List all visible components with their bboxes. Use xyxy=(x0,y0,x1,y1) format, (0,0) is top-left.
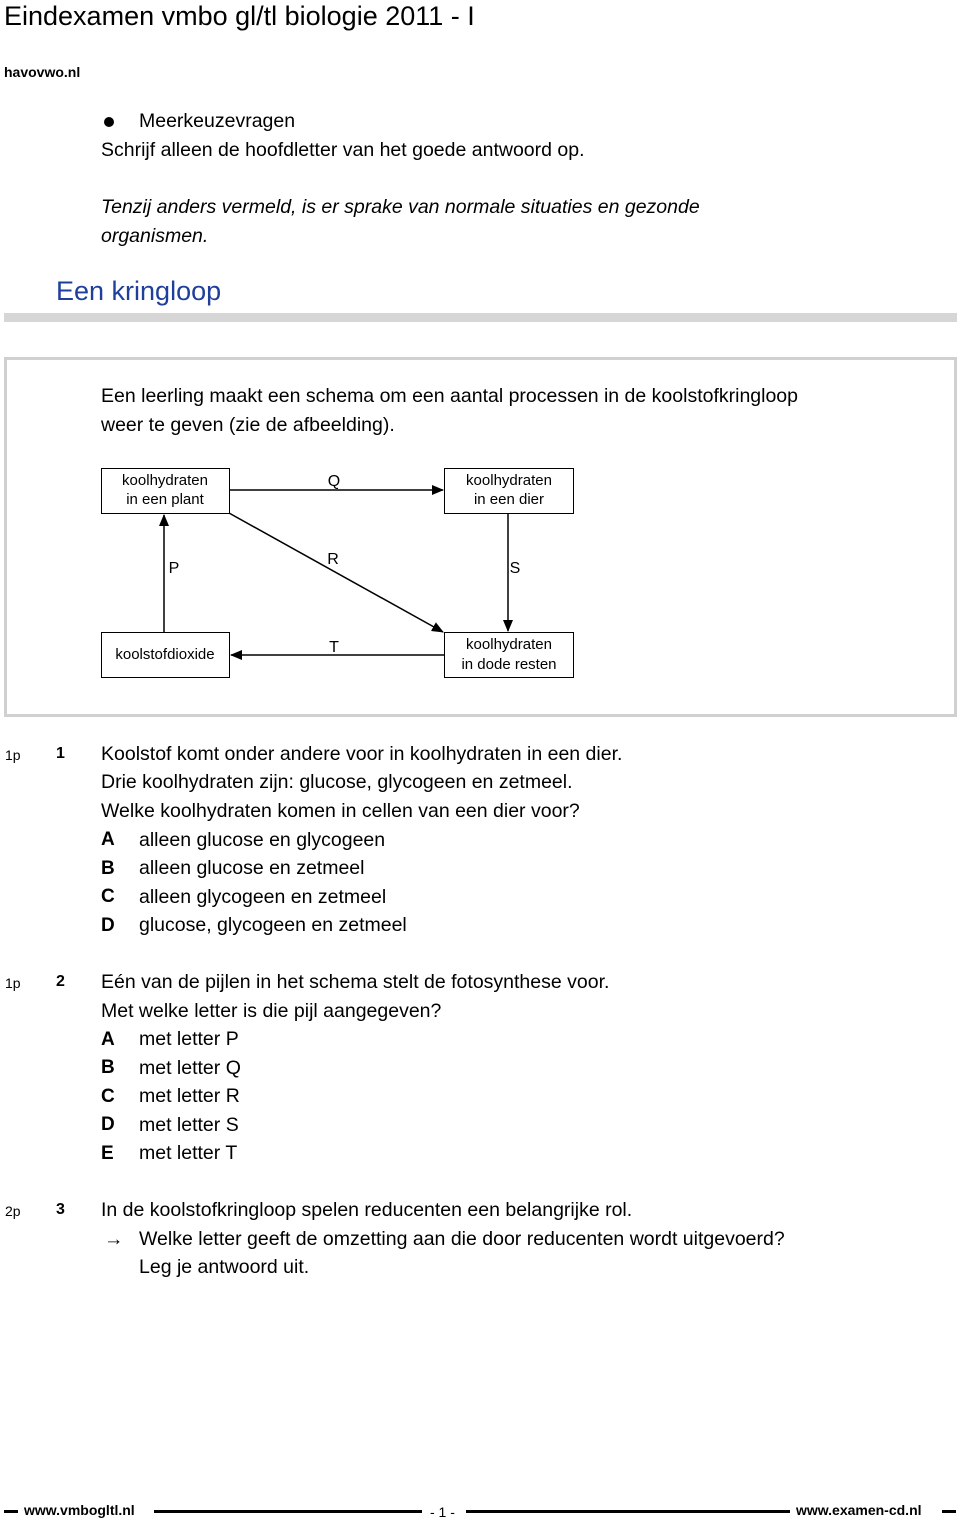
context-line-2: weer te geven (zie de afbeelding). xyxy=(101,414,395,436)
footer-rule-right xyxy=(942,1510,956,1513)
question-3-number: 3 xyxy=(56,1201,65,1218)
footer-right-link[interactable]: www.examen-cd.nl xyxy=(796,1502,922,1518)
question-1-line-3: Welke koolhydraten komen in cellen van een dier voor? xyxy=(101,800,580,822)
question-1-line-1: Koolstof komt onder andere voor in koolhydraten in een dier. xyxy=(101,743,623,765)
site-name: havovwo.nl xyxy=(4,64,81,80)
arrow-r xyxy=(229,513,443,632)
page-number: - 1 - xyxy=(430,1504,455,1520)
q1-option-c-letter: C xyxy=(101,886,115,907)
q2-option-b-letter: B xyxy=(101,1057,115,1078)
question-1-points: 1p xyxy=(5,747,21,763)
q2-option-a-letter: A xyxy=(101,1029,115,1050)
question-2-number: 2 xyxy=(56,973,65,990)
carbon-cycle-diagram xyxy=(0,0,960,720)
label-q: Q xyxy=(327,473,341,490)
q2-option-c-letter: C xyxy=(101,1086,115,1107)
q2-option-a-text: met letter P xyxy=(139,1028,239,1050)
question-3-line-1: In de koolstofkringloop spelen reducenten een belangrijke rol. xyxy=(101,1199,633,1221)
q2-option-c-text: met letter R xyxy=(139,1085,240,1107)
question-2-line-1: Eén van de pijlen in het schema stelt de fotosynthese voor. xyxy=(101,971,610,993)
footer-left-link[interactable]: www.vmbogltl.nl xyxy=(24,1502,135,1518)
context-line-1: Een leerling maakt een schema om een aantal processen in de koolstofkringloop xyxy=(101,385,799,407)
q1-option-a-text: alleen glucose en glycogeen xyxy=(139,829,386,851)
q1-option-d-letter: D xyxy=(101,915,115,936)
box-plant-line-2: in een plant xyxy=(126,491,204,508)
question-3-points: 2p xyxy=(5,1203,21,1219)
box-dood-line-1: koolhydraten xyxy=(466,636,552,653)
box-dier-line-2: in een dier xyxy=(473,491,545,508)
question-2-points: 1p xyxy=(5,975,21,991)
question-2-line-2: Met welke letter is die pijl aangegeven? xyxy=(101,1000,442,1022)
q2-option-d-text: met letter S xyxy=(139,1114,239,1136)
box-co2-label: koolstofdioxide xyxy=(115,646,215,663)
q2-option-b-text: met letter Q xyxy=(139,1057,241,1079)
q1-option-b-text: alleen glucose en zetmeel xyxy=(139,857,365,879)
q1-option-b-letter: B xyxy=(101,858,115,879)
label-t: T xyxy=(329,639,339,656)
section-title: Een kringloop xyxy=(56,276,222,306)
instruction-text: Schrijf alleen de hoofdletter van het goede antwoord op. xyxy=(101,139,585,161)
question-1-line-2: Drie koolhydraten zijn: glucose, glycogeen en zetmeel. xyxy=(101,771,573,793)
arrow-right-icon: → xyxy=(104,1228,124,1250)
label-s: S xyxy=(509,560,521,577)
q1-option-c-text: alleen glycogeen en zetmeel xyxy=(139,886,387,908)
question-3-line-2: Welke letter geeft de omzetting aan die door reducenten wordt uitgevoerd? xyxy=(139,1228,785,1250)
label-p: P xyxy=(168,560,180,577)
question-1-number: 1 xyxy=(56,745,65,762)
q2-option-e-letter: E xyxy=(101,1143,114,1164)
footer-rule-mid-right xyxy=(466,1510,790,1513)
instruction-title: Meerkeuzevragen xyxy=(139,110,296,132)
label-r: R xyxy=(327,551,339,568)
question-3-line-3: Leg je antwoord uit. xyxy=(139,1256,310,1278)
footer-rule-left xyxy=(4,1510,18,1513)
document-title: Eindexamen vmbo gl/tl biologie 2011 - I xyxy=(4,1,475,31)
note-line-2: organismen. xyxy=(101,225,209,247)
q1-option-a-letter: A xyxy=(101,829,115,850)
q2-option-e-text: met letter T xyxy=(139,1142,238,1164)
note-line-1: Tenzij anders vermeld, is er sprake van normale situaties en gezonde xyxy=(101,196,700,218)
q1-option-d-text: glucose, glycogeen en zetmeel xyxy=(139,914,407,936)
box-dier-line-1: koolhydraten xyxy=(466,472,552,489)
q2-option-d-letter: D xyxy=(101,1114,115,1135)
footer-rule-mid-left xyxy=(154,1510,422,1513)
box-dood-line-2: in dode resten xyxy=(461,656,557,673)
box-plant-line-1: koolhydraten xyxy=(122,472,208,489)
